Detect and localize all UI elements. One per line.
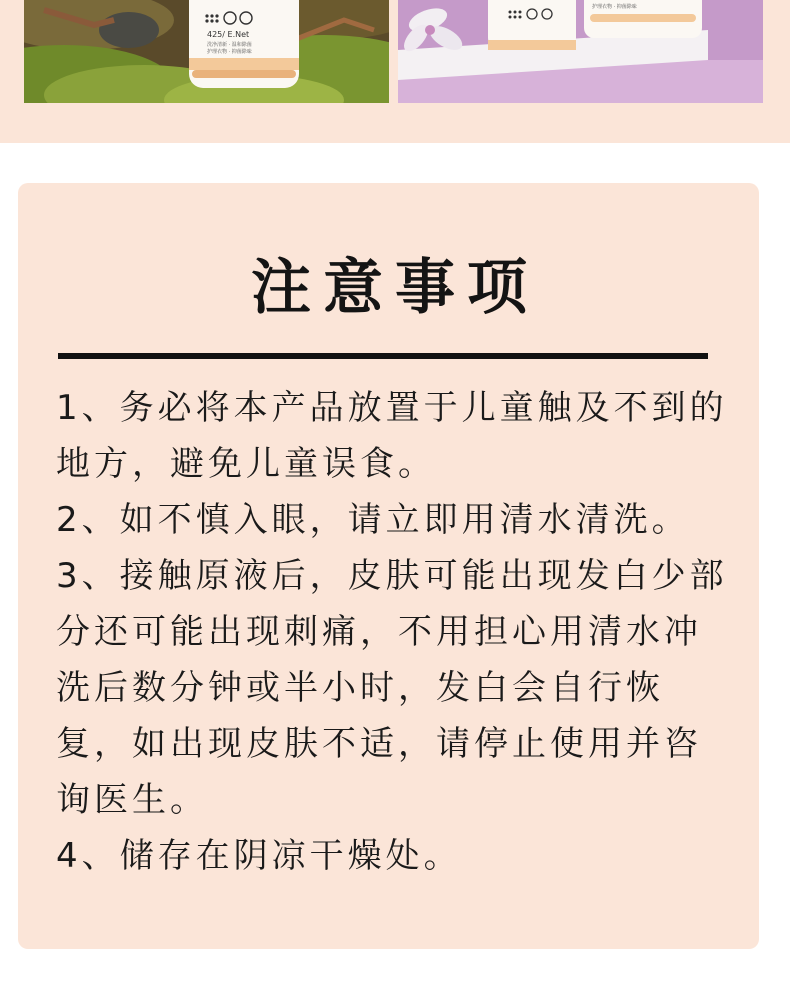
product-jar [584, 0, 702, 38]
notice-title: 注意事项 [251, 253, 539, 323]
title-divider [58, 353, 708, 359]
notice-list [56, 380, 728, 884]
notice-item-3: 3、接触原液后，皮肤可能出现发白少部分还可能出现刺痛，不用担心用清水冲洗后数分钟或半小时，发白会自行恢复，如出现皮肤不适，请停止使用并咨询医生。 [56, 556, 728, 820]
product-bottle [488, 0, 576, 50]
product-photo-moss [24, 0, 389, 103]
notice-item-4: 4、储存在阴凉干燥处。 [56, 836, 462, 876]
product-bottle [189, 0, 299, 88]
notice-item-1: 1、务必将本产品放置于儿童触及不到的地方，避免儿童误食。 [56, 388, 728, 484]
bottle-label-line-2: 洗净清新 · 温和除菌 [207, 42, 252, 48]
notice-item-2: 2、如不慎入眼，请立即用清水清洗。 [56, 500, 690, 540]
jar-label-line-1: 护理衣物 · 抑菌除味 [592, 4, 637, 10]
bottle-label-line-1: 425/ E.Net [207, 30, 250, 39]
product-photo-orchid [398, 0, 763, 103]
bottle-label-line-3: 护理衣物 · 抑菌除味 [207, 49, 252, 55]
